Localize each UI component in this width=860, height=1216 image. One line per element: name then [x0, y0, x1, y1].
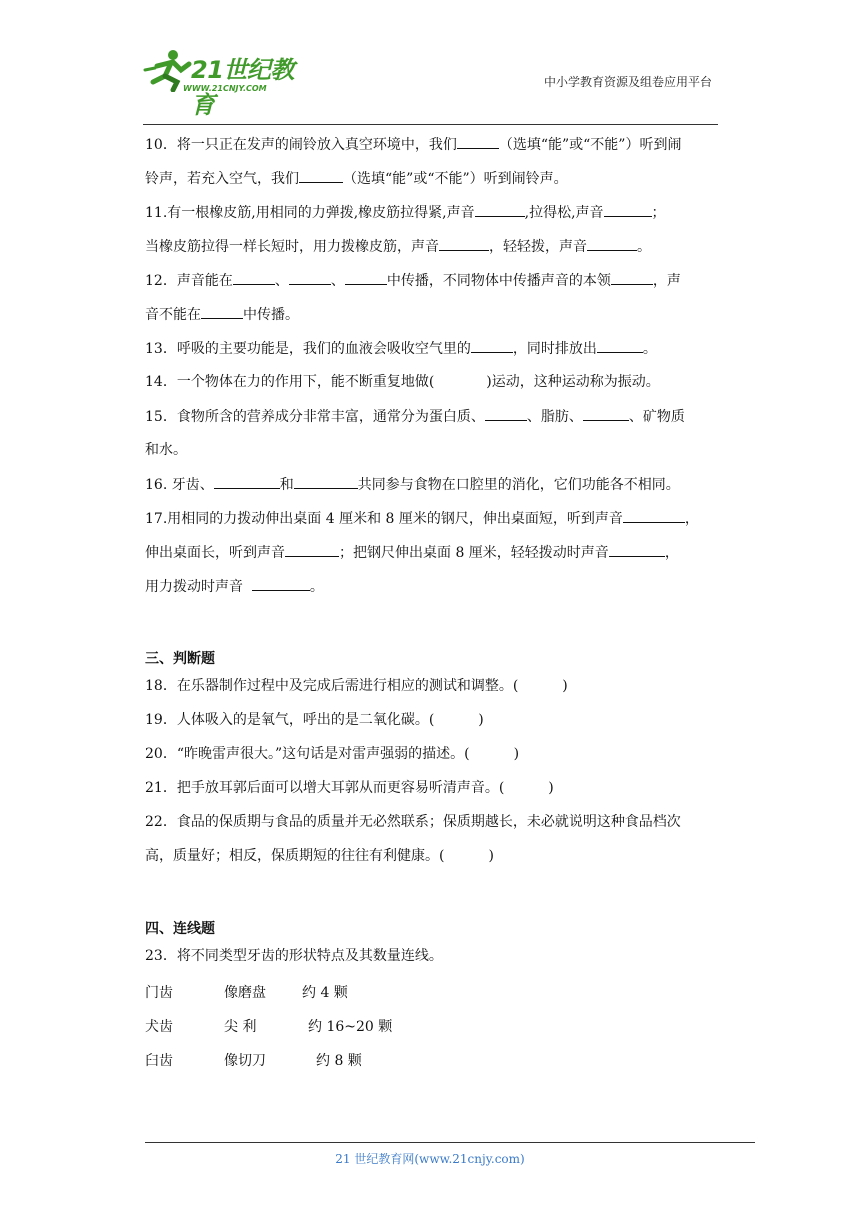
- section-3-title: 三、判断题: [145, 651, 215, 667]
- question-23: 23．将不同类型牙齿的形状特点及其数量连线。: [145, 948, 443, 964]
- question-22-line-1: 22．食品的保质期与食品的质量并无必然联系；保质期越长，未必就说明这种食品档次: [145, 814, 681, 830]
- question-17-line-1: 17.用相同的力拨动伸出桌面 4 厘米和 8 厘米的钢尺，伸出桌面短，听到声音 ，: [145, 508, 699, 529]
- logo: [143, 46, 313, 119]
- tooth-count: 约 8 颗: [316, 1053, 362, 1069]
- tooth-shape: 尖 利: [224, 1019, 257, 1035]
- logo-text: 21世纪教育: [191, 56, 294, 119]
- question-20: 20．“昨晚雷声很大。”这句话是对雷声强弱的描述。( ): [145, 746, 520, 762]
- question-16: 16. 牙齿、 和 共同参与食物在口腔里的消化，它们功能各不相同。: [145, 474, 680, 495]
- question-15-line-1: 15．食物所含的营养成分非常丰富，通常分为蛋白质、 、脂肪、 、矿物质: [145, 406, 685, 427]
- footer-link[interactable]: 21 世纪教育网(www.21cnjy.com): [335, 1152, 525, 1166]
- tooth-shape: 像切刀: [224, 1053, 266, 1069]
- section-4-title: 四、连线题: [145, 921, 215, 937]
- question-21: 21．把手放耳郭后面可以增大耳郭从而更容易听清声音。( ): [145, 780, 554, 796]
- tooth-type: 臼齿: [145, 1053, 173, 1069]
- question-17-line-2: 伸出桌面长，听到声音 ；把钢尺伸出桌面 8 厘米，轻轻拨动时声音 ，: [145, 542, 679, 563]
- header-divider: [143, 124, 718, 125]
- question-18: 18．在乐器制作过程中及完成后需进行相应的测试和调整。( ): [145, 678, 568, 694]
- question-12-line-2: 音不能在 中传播。: [145, 304, 299, 325]
- platform-name: 中小学教育资源及组卷应用平台: [543, 75, 712, 89]
- question-11-line-1: 11.有一根橡皮筋,用相同的力弹拨,橡皮筋拉得紧,声音 ,拉得松,声音 ；: [145, 202, 666, 223]
- question-22-line-2: 高，质量好；相反，保质期短的往往有利健康。( ): [145, 848, 494, 864]
- tooth-type: 犬齿: [145, 1019, 173, 1035]
- page-header: [143, 40, 718, 126]
- question-19: 19．人体吸入的是氧气，呼出的是二氧化碳。( ): [145, 712, 484, 728]
- question-17-line-3: 用力拨动时声音 。: [145, 576, 324, 597]
- question-12-line-1: 12．声音能在 、 、 中传播，不同物体中传播声音的本领 ，声: [145, 270, 681, 291]
- logo-url: WWW.21CNJY.COM: [183, 84, 267, 93]
- question-10-line-1: 10．将一只正在发声的闹铃放入真空环境中，我们 （选填“能”或“不能”）听到闹: [145, 134, 681, 155]
- tooth-count: 约 4 颗: [302, 985, 348, 1001]
- tooth-shape: 像磨盘: [224, 985, 266, 1001]
- question-10-line-2: 铃声，若充入空气，我们 （选填“能”或“不能”）听到闹铃声。: [145, 168, 568, 189]
- question-11-line-2: 当橡皮筋拉得一样长短时，用力拨橡皮筋，声音 ，轻轻拨，声音 。: [145, 236, 651, 257]
- tooth-type: 门齿: [145, 985, 173, 1001]
- question-15-line-2: 和水。: [145, 442, 187, 458]
- tooth-count: 约 16~20 颗: [308, 1019, 393, 1035]
- question-13: 13．呼吸的主要功能是，我们的血液会吸收空气里的 ，同时排放出 。: [145, 338, 657, 359]
- footer-divider: [145, 1142, 755, 1143]
- question-14: 14．一个物体在力的作用下，能不断重复地做( )运动，这种运动称为振动。: [145, 374, 660, 390]
